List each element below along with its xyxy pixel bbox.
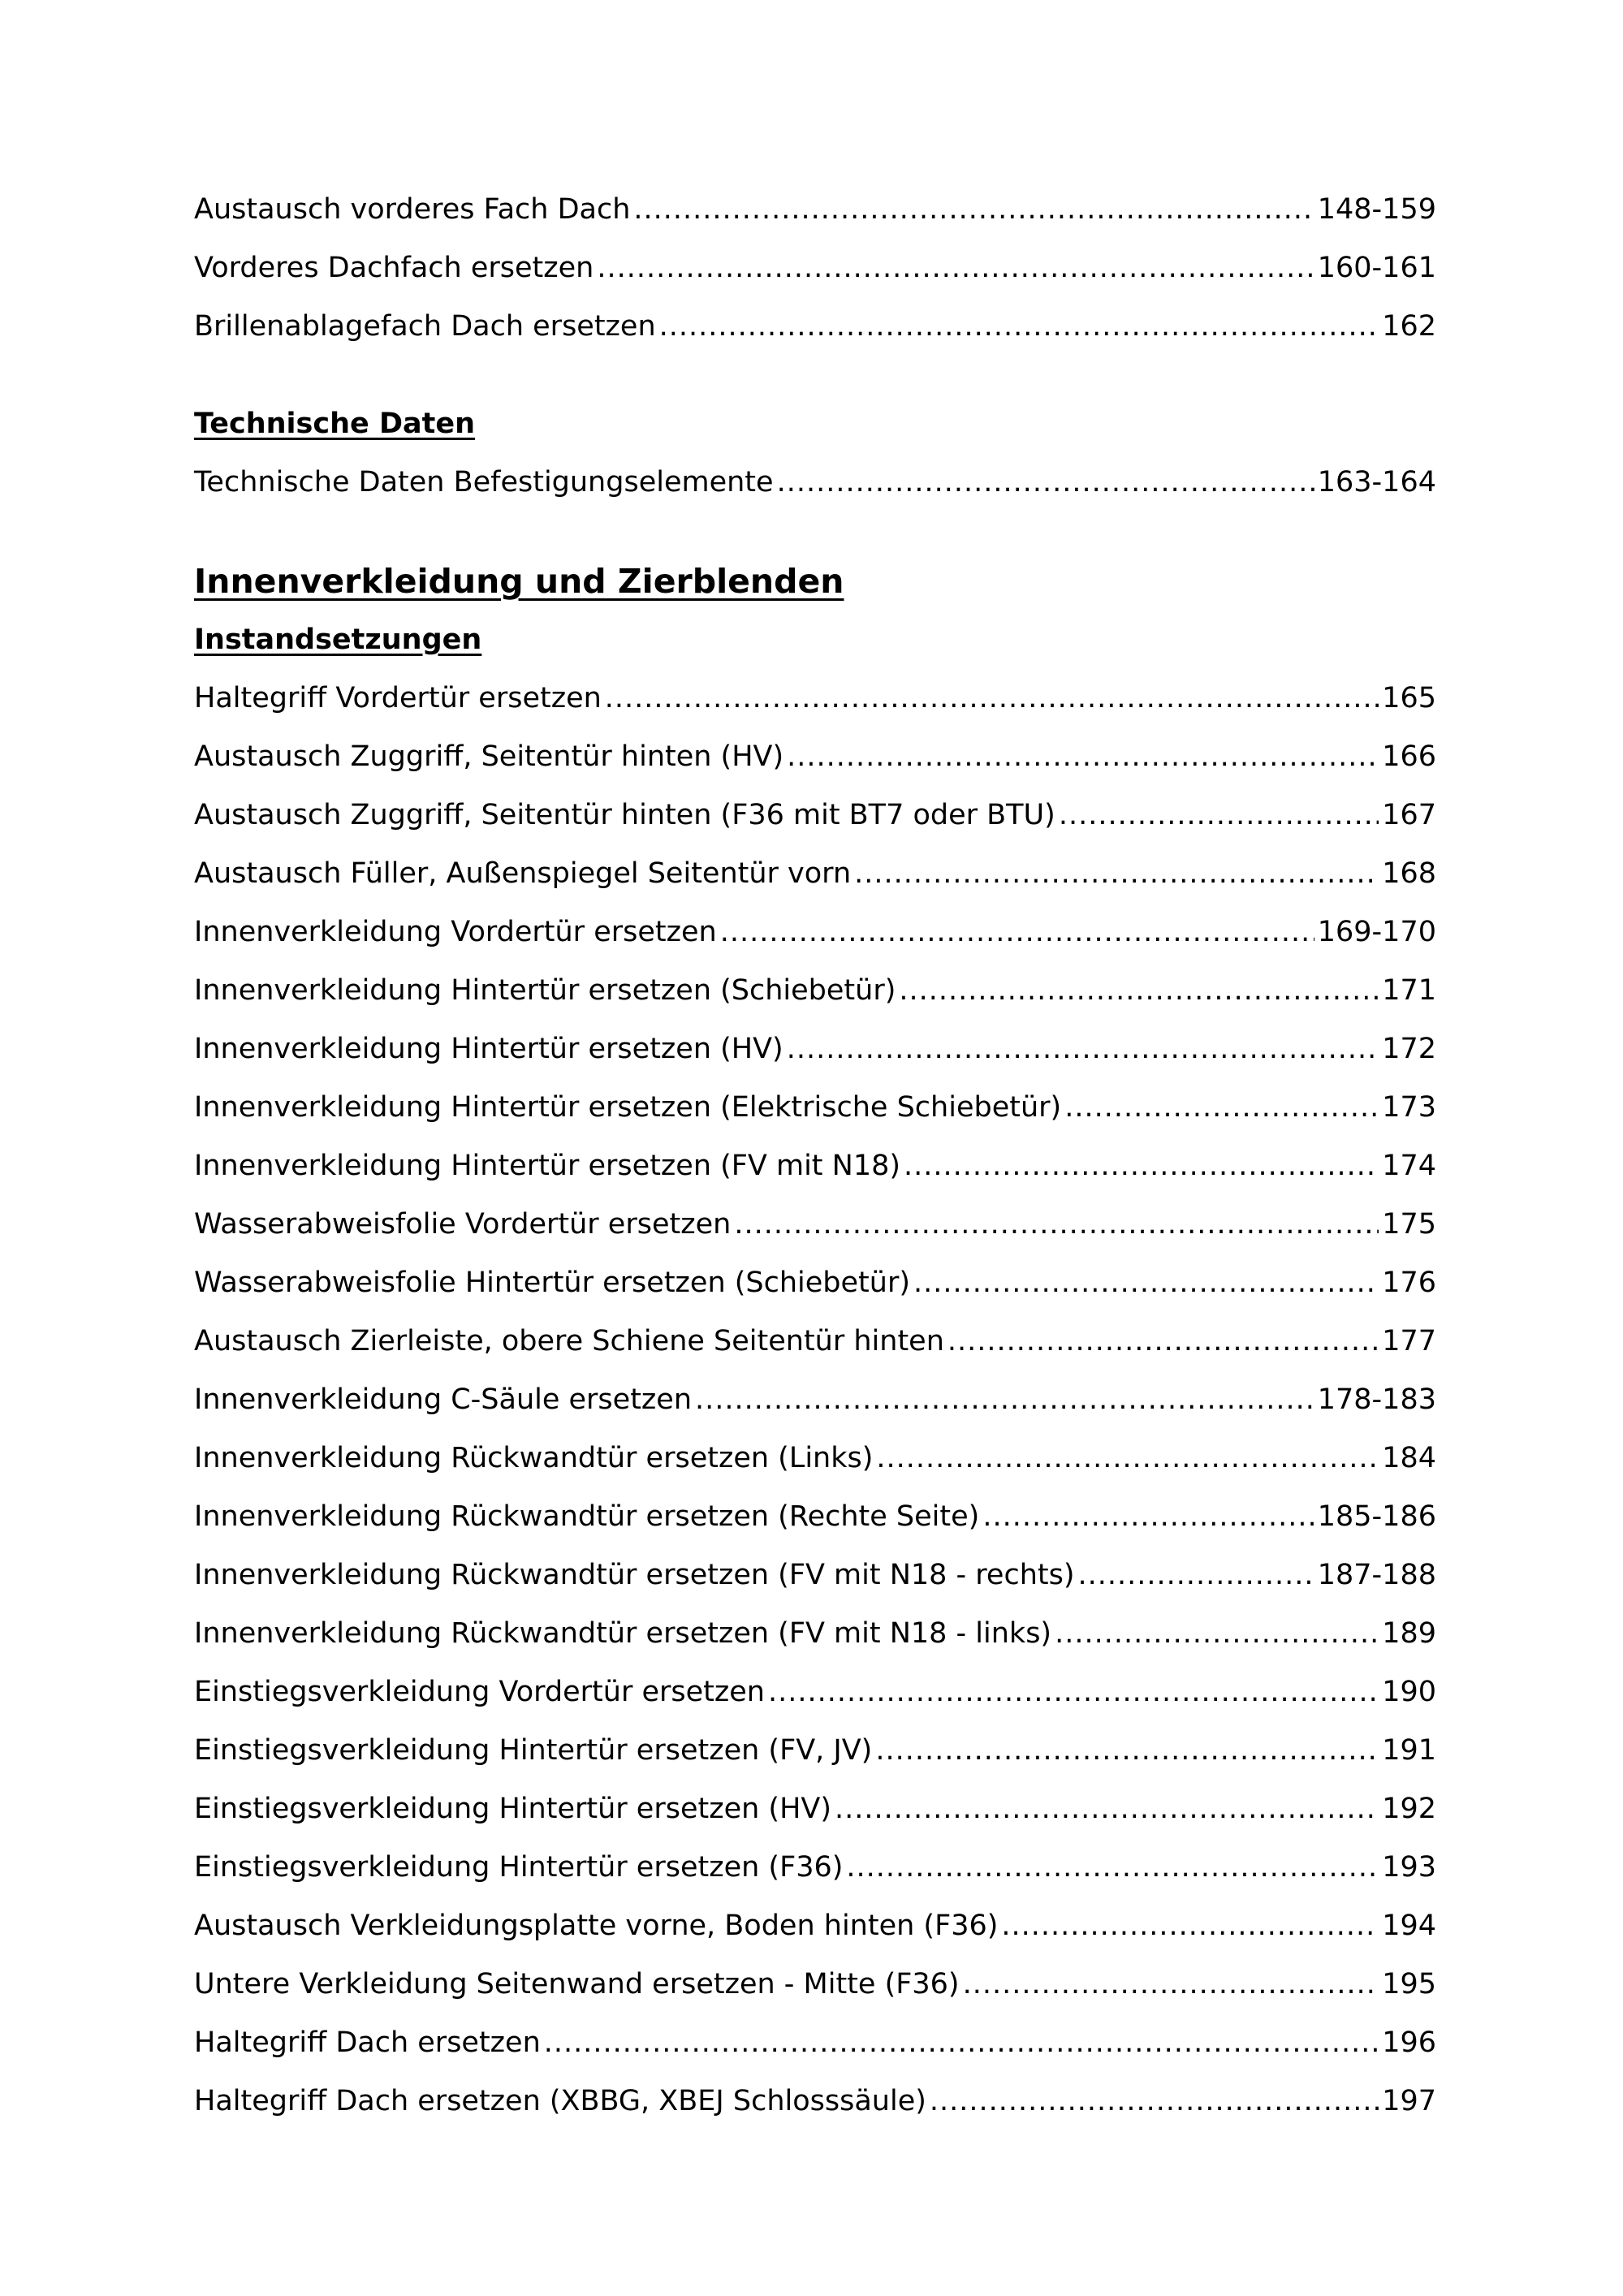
toc-entry-title: Austausch Zierleiste, obere Schiene Seitentür hinten	[194, 1325, 944, 1357]
toc-entry-page: 190	[1382, 1676, 1436, 1708]
toc-entry-page: 171	[1382, 974, 1436, 1007]
toc-entry-title: Austausch Zuggriff, Seitentür hinten (F36 mit BT7 oder BTU)	[194, 799, 1055, 831]
toc-entry[interactable]	[194, 1663, 1436, 1721]
toc-entry[interactable]	[194, 1137, 1436, 1195]
toc-leader-dots	[982, 1487, 1314, 1546]
toc-leader-dots	[899, 961, 1379, 1020]
toc-entry-page: 169-170	[1317, 916, 1436, 948]
toc-entry[interactable]	[194, 297, 1436, 356]
toc-leader-dots	[605, 669, 1379, 727]
section-heading-innenverkleidung: Innenverkleidung und Zierblenden	[194, 562, 844, 601]
toc-entry-page: 168	[1382, 857, 1436, 890]
toc-entry-title: Einstiegsverkleidung Hintertür ersetzen (HV)	[194, 1793, 831, 1825]
toc-entry[interactable]	[194, 2072, 1436, 2130]
toc-entry-page: 178-183	[1317, 1383, 1436, 1416]
toc-entry-page: 165	[1382, 682, 1436, 714]
subsection-heading-instandsetzungen: Instandsetzungen	[194, 624, 482, 656]
toc-entry-page: 195	[1382, 1968, 1436, 2000]
toc-entry[interactable]	[194, 1955, 1436, 2013]
toc-entry-title: Innenverkleidung Hintertür ersetzen (Elektrische Schiebetür)	[194, 1091, 1062, 1124]
toc-leader-dots	[1059, 786, 1379, 844]
toc-entry[interactable]	[194, 1780, 1436, 1838]
toc-entry-title: Innenverkleidung Rückwandtür ersetzen (FV mit N18 - rechts)	[194, 1559, 1075, 1591]
toc-entry-page: 196	[1382, 2026, 1436, 2059]
toc-leader-dots	[1064, 1078, 1379, 1137]
toc-entry-page: 177	[1382, 1325, 1436, 1357]
toc-entry-title: Haltegriff Dach ersetzen (XBBG, XBEJ Schlosssäule)	[194, 2085, 926, 2117]
toc-entry-page: 175	[1382, 1208, 1436, 1241]
section-spacer	[194, 511, 1436, 552]
toc-entry-title: Wasserabweisfolie Vordertür ersetzen	[194, 1208, 732, 1241]
toc-leader-dots	[633, 180, 1314, 239]
toc-leader-dots	[835, 1780, 1379, 1838]
toc-entry-title: Haltegriff Vordertür ersetzen	[194, 682, 602, 714]
toc-entry-page: 160-161	[1317, 252, 1436, 284]
toc-entry[interactable]	[194, 453, 1436, 511]
toc-leader-dots	[787, 1020, 1379, 1078]
toc-leader-dots	[659, 297, 1379, 356]
toc-entry-title: Innenverkleidung Vordertür ersetzen	[194, 916, 717, 948]
toc-entry[interactable]	[194, 1078, 1436, 1137]
toc-entry-page: 197	[1382, 2085, 1436, 2117]
toc-entry-page: 174	[1382, 1150, 1436, 1182]
toc-entry-title: Austausch vorderes Fach Dach	[194, 193, 631, 226]
toc-entry-page: 193	[1382, 1851, 1436, 1884]
toc-leader-dots	[963, 1955, 1379, 2013]
toc-leader-dots	[768, 1663, 1379, 1721]
toc-entry-title: Brillenablagefach Dach ersetzen	[194, 310, 656, 343]
toc-entry-page: 162	[1382, 310, 1436, 343]
toc-entry-title: Einstiegsverkleidung Hintertür ersetzen (FV, JV)	[194, 1734, 873, 1767]
toc-entry-title: Haltegriff Dach ersetzen	[194, 2026, 541, 2059]
toc-leader-dots	[876, 1429, 1379, 1487]
toc-leader-dots	[777, 453, 1314, 511]
toc-entry[interactable]	[194, 1487, 1436, 1546]
toc-leader-dots	[854, 844, 1379, 903]
toc-leader-dots	[1078, 1546, 1314, 1604]
toc-entry-title: Innenverkleidung Rückwandtür ersetzen (FV mit N18 - links)	[194, 1617, 1052, 1650]
toc-entry[interactable]	[194, 239, 1436, 297]
toc-entry[interactable]	[194, 1721, 1436, 1780]
toc-leader-dots	[734, 1195, 1379, 1254]
toc-leader-dots	[787, 727, 1379, 786]
toc-leader-dots	[597, 239, 1314, 297]
toc-section-dachfach	[194, 180, 1436, 356]
toc-entry-title: Austausch Zuggriff, Seitentür hinten (HV)	[194, 740, 784, 773]
toc-entry-title: Innenverkleidung C-Säule ersetzen	[194, 1383, 693, 1416]
toc-entry[interactable]	[194, 2013, 1436, 2072]
toc-entry-page: 194	[1382, 1910, 1436, 1942]
toc-entry[interactable]	[194, 669, 1436, 727]
toc-entry[interactable]	[194, 1429, 1436, 1487]
toc-entry-page: 187-188	[1317, 1559, 1436, 1591]
toc-entry[interactable]	[194, 1604, 1436, 1663]
toc-leader-dots	[1055, 1604, 1379, 1663]
toc-leader-dots	[904, 1137, 1379, 1195]
toc-leader-dots	[875, 1721, 1379, 1780]
section-spacer	[194, 356, 1436, 395]
toc-leader-dots	[695, 1370, 1314, 1429]
toc-entry-page: 191	[1382, 1734, 1436, 1767]
toc-entry[interactable]	[194, 1370, 1436, 1429]
toc-entry-page: 173	[1382, 1091, 1436, 1124]
toc-entry[interactable]	[194, 1312, 1436, 1370]
toc-entry-page: 167	[1382, 799, 1436, 831]
toc-entry[interactable]	[194, 1838, 1436, 1897]
toc-entry-page: 189	[1382, 1617, 1436, 1650]
toc-entry[interactable]	[194, 727, 1436, 786]
toc-section-innenverkleidung	[194, 552, 1436, 2130]
toc-entry-title: Einstiegsverkleidung Hintertür ersetzen (F36)	[194, 1851, 844, 1884]
toc-leader-dots	[544, 2013, 1379, 2072]
toc-entry[interactable]	[194, 903, 1436, 961]
subsection-heading-technische-daten: Technische Daten	[194, 408, 476, 440]
toc-leader-dots	[913, 1254, 1379, 1312]
toc-entry-title: Vorderes Dachfach ersetzen	[194, 252, 594, 284]
toc-leader-dots	[720, 903, 1314, 961]
toc-entry-page: 148-159	[1317, 193, 1436, 226]
toc-entry-title: Technische Daten Befestigungselemente	[194, 466, 774, 498]
toc-entry-title: Innenverkleidung Rückwandtür ersetzen (Rechte Seite)	[194, 1500, 980, 1533]
toc-entry[interactable]	[194, 1195, 1436, 1254]
table-of-contents	[194, 180, 1436, 2130]
toc-entry-title: Innenverkleidung Rückwandtür ersetzen (Links)	[194, 1442, 874, 1474]
toc-entry[interactable]	[194, 1897, 1436, 1955]
toc-entry-page: 184	[1382, 1442, 1436, 1474]
toc-leader-dots	[1001, 1897, 1379, 1955]
toc-entry-page: 192	[1382, 1793, 1436, 1825]
toc-entry-title: Innenverkleidung Hintertür ersetzen (Schiebetür)	[194, 974, 896, 1007]
toc-entry-title: Innenverkleidung Hintertür ersetzen (HV)	[194, 1033, 783, 1065]
toc-entry-title: Wasserabweisfolie Hintertür ersetzen (Schiebetür)	[194, 1267, 911, 1299]
toc-leader-dots	[846, 1838, 1379, 1897]
toc-leader-dots	[947, 1312, 1379, 1370]
toc-entry[interactable]	[194, 786, 1436, 844]
toc-entry-title: Innenverkleidung Hintertür ersetzen (FV mit N18)	[194, 1150, 901, 1182]
toc-entry-page: 163-164	[1317, 466, 1436, 498]
toc-entry-page: 166	[1382, 740, 1436, 773]
toc-entry-page: 176	[1382, 1267, 1436, 1299]
toc-entry-title: Austausch Verkleidungsplatte vorne, Boden hinten (F36)	[194, 1910, 999, 1942]
toc-entry-title: Untere Verkleidung Seitenwand ersetzen - Mitte (F36)	[194, 1968, 960, 2000]
toc-entry[interactable]	[194, 180, 1436, 239]
toc-leader-dots	[930, 2072, 1379, 2130]
toc-entry-title: Austausch Füller, Außenspiegel Seitentür vorn	[194, 857, 852, 890]
toc-section-technische-daten	[194, 395, 1436, 511]
toc-entry[interactable]	[194, 844, 1436, 903]
toc-entry[interactable]	[194, 961, 1436, 1020]
toc-entry-page: 172	[1382, 1033, 1436, 1065]
toc-entry-page: 185-186	[1317, 1500, 1436, 1533]
toc-entry-title: Einstiegsverkleidung Vordertür ersetzen	[194, 1676, 765, 1708]
toc-entry[interactable]	[194, 1254, 1436, 1312]
toc-entry[interactable]	[194, 1020, 1436, 1078]
toc-entry[interactable]	[194, 1546, 1436, 1604]
